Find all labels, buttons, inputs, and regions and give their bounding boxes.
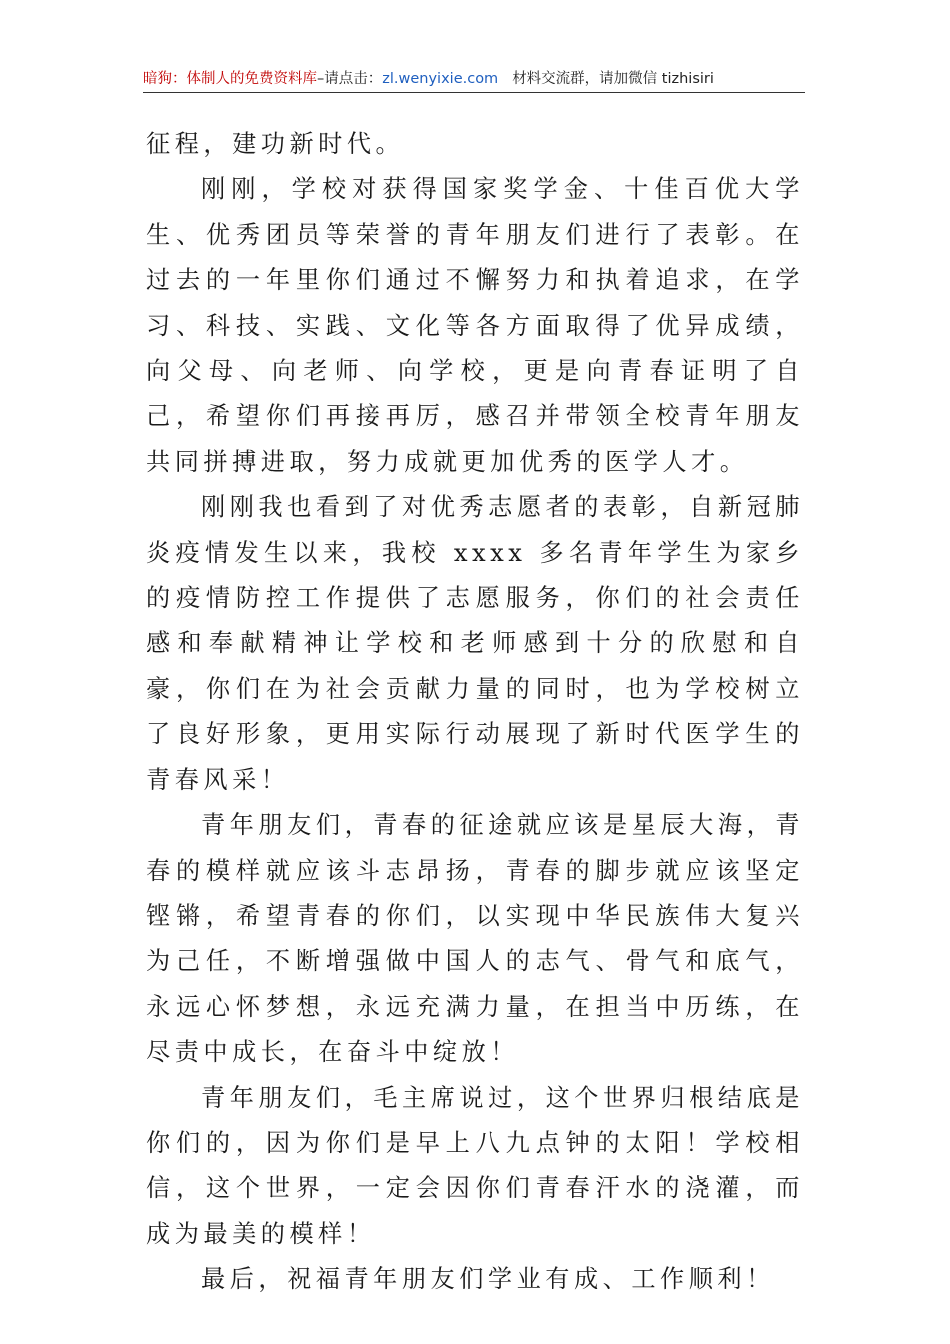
paragraph-chairman-quote: 青年朋友们，毛主席说过，这个世界归根结底是你们的，因为你们是早上八九点钟的太阳！学校相信，这个世界，一定会因你们青春汗水的浇灌，而成为最美的模样！ xyxy=(146,1083,804,1248)
header-cta: –请点击： xyxy=(317,71,383,87)
paragraph-volunteers: 刚刚我也看到了对优秀志愿者的表彰，自新冠肺炎疫情发生以来，我校 xxxx 多名青年学生为家乡的疫情防控工作提供了志愿服务，你们的社会责任感和奉献精神让学校和老师感到十分的欣慰和自豪，你们在为社会贡献力量的同时，也为学校树立了良好形象，更用实际行动展现了新时代医学生的青春风采！ xyxy=(146,493,804,794)
document-body xyxy=(146,122,804,1303)
header-brand: 暗狗：体制人的免费资料库 xyxy=(143,71,317,87)
header-url-link[interactable]: zl.wenyixie.com xyxy=(382,71,499,87)
header-group-note: 材料交流群，请加微信 tizhisiri xyxy=(512,71,714,87)
paragraph-closing-wishes: 最后，祝福青年朋友们学业有成、工作顺利！ xyxy=(201,1265,775,1294)
paragraph-youth-journey: 青年朋友们，青春的征途就应该是星辰大海，青春的模样就应该斗志昂扬，青春的脚步就应该坚定铿锵，希望青春的你们，以实现中华民族伟大复兴为己任，不断增强做中国人的志气、骨气和底气，永远心怀梦想，永远充满力量，在担当中历练，在尽责中成长，在奋斗中绽放！ xyxy=(146,811,804,1067)
paragraph-honors: 刚刚，学校对获得国家奖学金、十佳百优大学生、优秀团员等荣誉的青年朋友们进行了表彰。在过去的一年里你们通过不懈努力和执着追求，在学习、科技、实践、文化等各方面取得了优异成绩，向父母、向老师、向学校，更是向青春证明了自己，希望你们再接再厉，感召并带领全校青年朋友共同拼搏进取，努力成就更加优秀的医学人才。 xyxy=(146,175,804,476)
paragraph-continuation: 征程，建功新时代。 xyxy=(146,130,405,158)
page-header xyxy=(143,66,805,93)
